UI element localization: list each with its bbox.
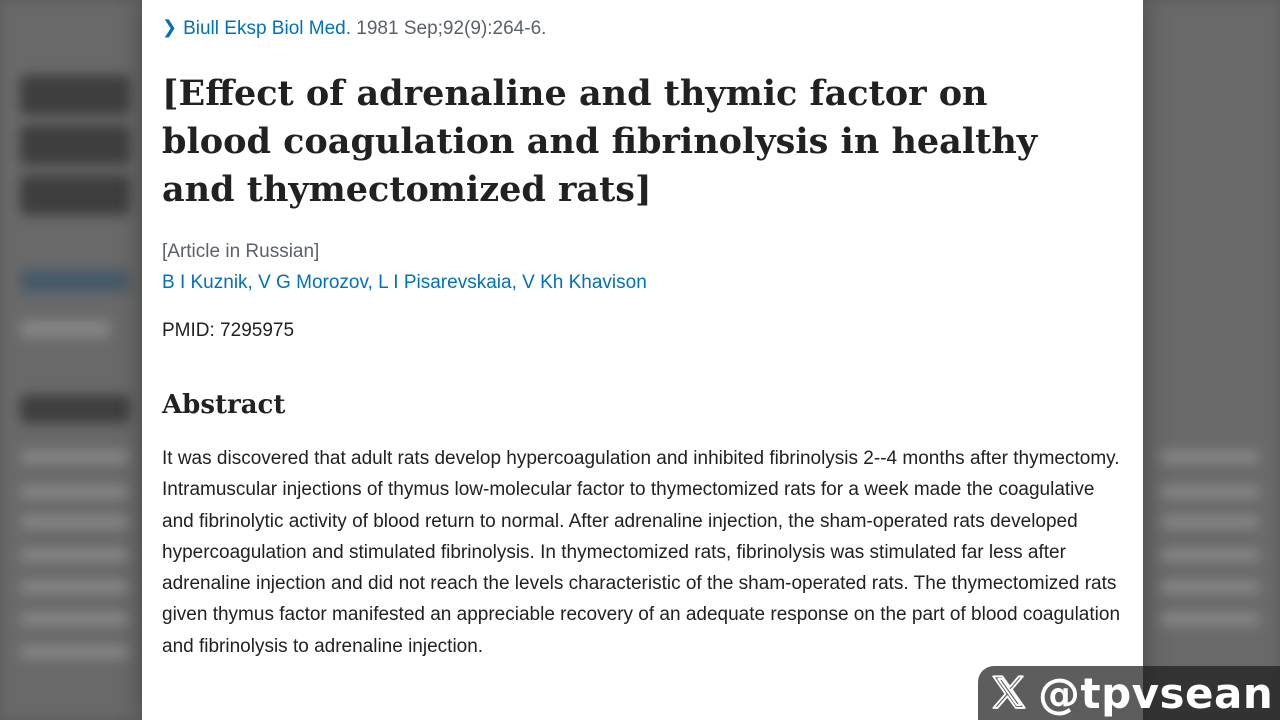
article-title: [Effect of adrenaline and thymic factor on blood coagulation and fibrinolysis in healthy and thymectomized rats] xyxy=(162,73,1038,210)
abstract-heading: Abstract xyxy=(162,390,286,420)
article-card xyxy=(142,0,1143,720)
watermark-handle: @tpvsean xyxy=(1038,668,1274,718)
citation-line xyxy=(162,18,546,40)
journal-link[interactable]: Biull Eksp Biol Med. xyxy=(183,18,351,39)
citation-details: 1981 Sep;92(9):264-6. xyxy=(356,18,547,39)
pmid: PMID: 7295975 xyxy=(162,320,295,341)
author-link[interactable]: V G Morozov xyxy=(258,272,368,293)
abstract-text: It was discovered that adult rats develop hypercoagulation and inhibited fibrinolysis 2--4 months after thymectomy. Intramuscular injections of thymus low-molecular factor to thymectomized rats for a week made the coagulative and fibrinolytic activity of blood return to normal. After adrenaline injection, the sham-operated rats developed hypercoagulation and stimulated fibrinolysis. In thymectomized rats, fibrinolysis was stimulated far less after adrenaline injection and did not reach the levels characteristic of the sham-operated rats. The thymectomized rats given thymus factor manifested an appreciable recovery of an adequate response on the part of blood coagulation and fibrinolysis to adrenaline injection. xyxy=(162,448,1121,657)
chevron-right-icon[interactable]: ❯ xyxy=(162,17,178,37)
author-link[interactable]: V Kh Khavison xyxy=(522,272,647,293)
author-link[interactable]: B I Kuznik xyxy=(162,272,248,293)
author-list xyxy=(162,272,647,294)
author-link[interactable]: L I Pisarevskaia xyxy=(378,272,512,293)
social-watermark xyxy=(978,666,1280,720)
x-logo-icon xyxy=(988,672,1030,714)
author-separator: , xyxy=(247,272,253,293)
language-note: [Article in Russian] xyxy=(162,241,320,262)
author-separator: , xyxy=(367,272,373,293)
author-separator: , xyxy=(511,272,517,293)
